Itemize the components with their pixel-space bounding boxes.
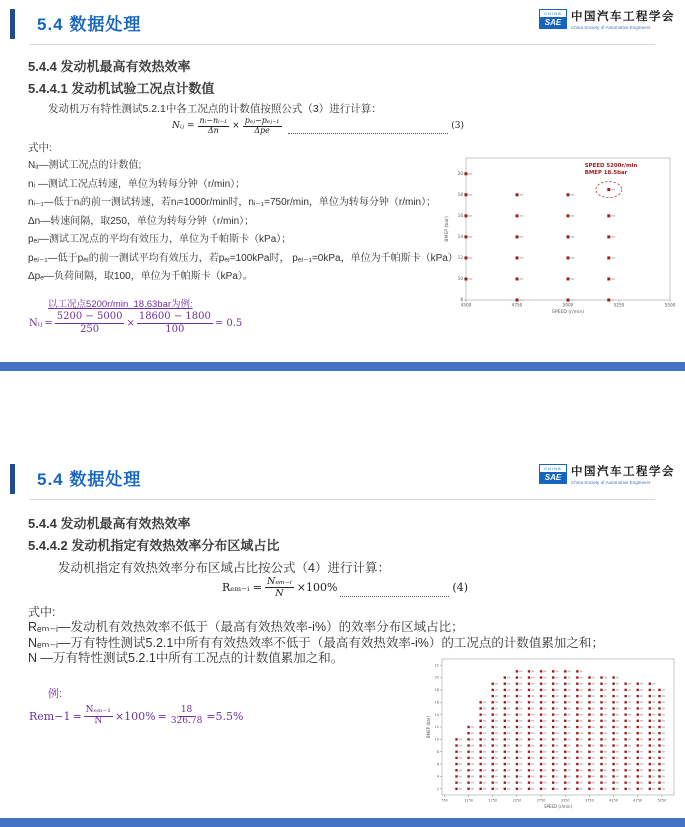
svg-text:1750: 1750	[488, 798, 498, 803]
ex-lhs: Nᵢⱼ	[29, 318, 43, 329]
formula-times: ×100%	[296, 581, 338, 595]
logo-org-en: China Society of Automotive Engineers	[571, 25, 651, 30]
slide-title: 5.4 数据处理	[37, 470, 142, 489]
svg-text:16: 16	[434, 700, 439, 705]
formula-times: ×	[232, 121, 240, 132]
logo-org-en: China Society of Automotive Engineers	[571, 480, 651, 485]
svg-text:6: 6	[436, 762, 439, 767]
where-label: 式中:	[28, 605, 56, 619]
header-divider	[30, 44, 655, 45]
section-heading-544: 5.4.4 发动机最高有效热效率	[28, 59, 191, 74]
formula-eq: =	[252, 581, 263, 595]
formula-frac-1	[198, 117, 230, 136]
where-label: 式中:	[28, 142, 52, 154]
slide-title: 5.4 数据处理	[37, 15, 142, 34]
frac-num: pₑⱼ−pₑⱼ₋₁	[244, 116, 280, 125]
frac-den: N	[275, 587, 284, 599]
svg-text:4250: 4250	[609, 798, 618, 803]
svg-text:14: 14	[434, 712, 439, 717]
sae-logo	[539, 8, 675, 30]
example-label: 例:	[48, 688, 63, 700]
sae-badge-icon	[539, 9, 567, 29]
svg-text:10: 10	[457, 276, 463, 282]
svg-text:18: 18	[434, 688, 439, 693]
svg-text:5500: 5500	[664, 302, 676, 308]
formula-eq: =	[186, 121, 195, 132]
formula-4	[222, 577, 468, 599]
badge-main-label: SAE	[540, 472, 566, 483]
svg-text:BMEP 18.5bar: BMEP 18.5bar	[584, 170, 628, 176]
svg-text:8: 8	[460, 297, 463, 303]
svg-text:3750: 3750	[585, 798, 594, 803]
section-heading-544: 5.4.4 发动机最高有效热效率	[28, 516, 191, 531]
definition-item: Nₑₘ₋ᵢ—万有特性测试5.2.1中所有有效热效率不低于（最高有效热效率-i%）的工况点的计数值累加之和；	[28, 635, 604, 650]
example-label: 以工况点5200r/min_18.63bar为例:	[48, 299, 193, 310]
svg-text:4500: 4500	[460, 302, 472, 308]
ex-result: = 0.5	[214, 318, 243, 329]
formula-3-body	[172, 117, 285, 136]
svg-text:1250: 1250	[464, 798, 473, 803]
ex-lhs: Rem−1	[29, 709, 71, 723]
formula-frac-2	[243, 117, 282, 136]
svg-text:16: 16	[457, 213, 463, 219]
definition-item: N —万有特性测试5.2.1中所有工况点的计数值累加之和。	[28, 651, 344, 665]
ex-frac-1	[55, 312, 125, 335]
ex-eq: =	[44, 318, 53, 329]
ex-eq: =	[72, 709, 82, 723]
svg-text:5250: 5250	[657, 798, 667, 803]
frac-num: 18600 − 1800	[138, 311, 211, 322]
frac-num: Nₑₘ₋₁	[85, 705, 111, 715]
definition-item: nᵢ₋₁—低于nᵢ的前一测试转速，若nᵢ=1000r/min时，nᵢ₋₁=750r/min，单位为转每分钟（r/min）；	[28, 197, 437, 208]
formula-frac	[265, 577, 294, 599]
ex-frac-1	[84, 706, 113, 727]
logo-org-cn: 中国汽车工程学会	[571, 466, 675, 478]
svg-text:BMEP (bar): BMEP (bar)	[426, 715, 431, 739]
svg-text:18: 18	[457, 192, 463, 198]
definition-item: Δpₑ—负荷间隔，取100，单位为千帕斯卡（kPa）。	[28, 271, 253, 282]
definition-item: pₑⱼ—测试工况点的平均有效压力，单位为千帕斯卡（kPa）；	[28, 234, 292, 245]
ex-mid: ×100%	[114, 709, 156, 723]
svg-text:SPEED (r/min): SPEED (r/min)	[551, 310, 585, 315]
badge-main-label: SAE	[540, 17, 566, 28]
definition-item: nᵢ —测试工况点转速，单位为转每分钟（r/min）；	[28, 178, 246, 190]
operating-point-chart	[442, 148, 678, 320]
slide-1	[0, 0, 685, 371]
svg-text:3250: 3250	[560, 798, 570, 803]
definition-item: Δn—转速间隔，取250，单位为转每分钟（r/min）；	[28, 215, 255, 227]
frac-den: Δn	[207, 126, 219, 136]
svg-text:750: 750	[441, 798, 448, 803]
svg-text:2: 2	[436, 787, 439, 792]
svg-text:SPEED (r/min): SPEED (r/min)	[543, 804, 573, 809]
dotted-leader	[340, 595, 449, 597]
frac-den: 250	[80, 323, 100, 335]
frac-num: nᵢ−nᵢ₋₁	[199, 116, 228, 125]
definitions-list	[28, 157, 458, 287]
formula-lhs: Rₑₘ₋ᵢ	[222, 581, 250, 595]
intro-text: 发动机万有特性测试5.2.1中各工况点的计数值按照公式（3）进行计算：	[48, 103, 382, 115]
svg-text:20: 20	[434, 675, 439, 680]
sae-logo	[539, 463, 675, 485]
logo-org	[571, 463, 675, 485]
svg-text:4750: 4750	[511, 302, 523, 308]
slide-2	[0, 455, 685, 827]
header-divider	[30, 499, 655, 500]
svg-text:20: 20	[457, 170, 463, 176]
ex-frac-2	[137, 312, 213, 335]
sae-badge-icon	[539, 464, 567, 484]
dotted-leader	[288, 132, 449, 134]
badge-top-label: CHINA	[544, 11, 562, 16]
svg-text:10: 10	[434, 737, 439, 742]
svg-text:14: 14	[457, 234, 463, 240]
formula-3	[172, 117, 464, 136]
svg-text:BMEP (bar): BMEP (bar)	[445, 216, 450, 242]
ex-eq2: =	[157, 709, 167, 723]
svg-text:2250: 2250	[512, 798, 522, 803]
svg-text:2750: 2750	[536, 798, 546, 803]
formula-lhs: Nᵢⱼ	[172, 121, 185, 132]
formula-tag: (3)	[451, 121, 464, 132]
ex-frac-2	[169, 706, 205, 727]
logo-org-cn: 中国汽车工程学会	[571, 11, 675, 23]
slide-bottom-bar	[0, 818, 685, 827]
frac-den: 100	[165, 323, 185, 335]
frac-den: N	[94, 716, 103, 727]
svg-text:12: 12	[434, 725, 439, 730]
svg-text:5000: 5000	[562, 302, 574, 308]
efficiency-map-chart	[424, 653, 682, 823]
svg-text:4: 4	[436, 774, 439, 779]
frac-num: Nₑₘ₋ᵢ	[267, 576, 292, 587]
frac-num: 5200 − 5000	[56, 311, 123, 322]
example-formula	[28, 706, 244, 727]
svg-text:SPEED 5200r/min: SPEED 5200r/min	[584, 163, 638, 169]
header-accent-bar	[10, 9, 15, 39]
svg-text:8: 8	[436, 749, 439, 754]
definition-item: Nᵢⱼ—测试工况点的计数值;	[28, 160, 142, 171]
formula-4-body	[222, 577, 337, 599]
definition-item: Rₑₘ₋ᵢ—发动机有效热效率不低于（最高有效热效率-i%）的效率分布区域占比；	[28, 620, 464, 634]
svg-text:12: 12	[457, 255, 463, 261]
logo-org	[571, 8, 675, 30]
section-heading-5441: 5.4.4.1 发动机试验工况点计数值	[28, 81, 215, 96]
example-formula	[28, 312, 243, 335]
intro-text: 发动机指定有效热效率分布区域占比按公式（4）进行计算：	[58, 561, 390, 575]
formula-tag: (4)	[452, 581, 468, 595]
frac-num: 18	[180, 705, 193, 715]
section-heading-5442: 5.4.4.2 发动机指定有效热效率分布区域占比	[28, 538, 280, 553]
svg-text:5250: 5250	[613, 302, 625, 308]
slide-bottom-bar	[0, 362, 685, 371]
svg-text:22: 22	[434, 663, 439, 668]
frac-den: 326.78	[170, 716, 203, 727]
frac-den: Δpe	[254, 126, 270, 136]
ex-times: ×	[126, 318, 135, 329]
svg-text:4750: 4750	[633, 798, 643, 803]
definition-item: pₑⱼ₋₁—低于pₑⱼ的前一测试平均有效压力，若pₑⱼ=100kPa时， pₑⱼ₋₁=0kPa，单位为千帕斯卡（kPa）	[28, 252, 458, 264]
ex-result: =5.5%	[206, 709, 244, 723]
header-accent-bar	[10, 464, 15, 494]
badge-top-label: CHINA	[544, 466, 562, 471]
